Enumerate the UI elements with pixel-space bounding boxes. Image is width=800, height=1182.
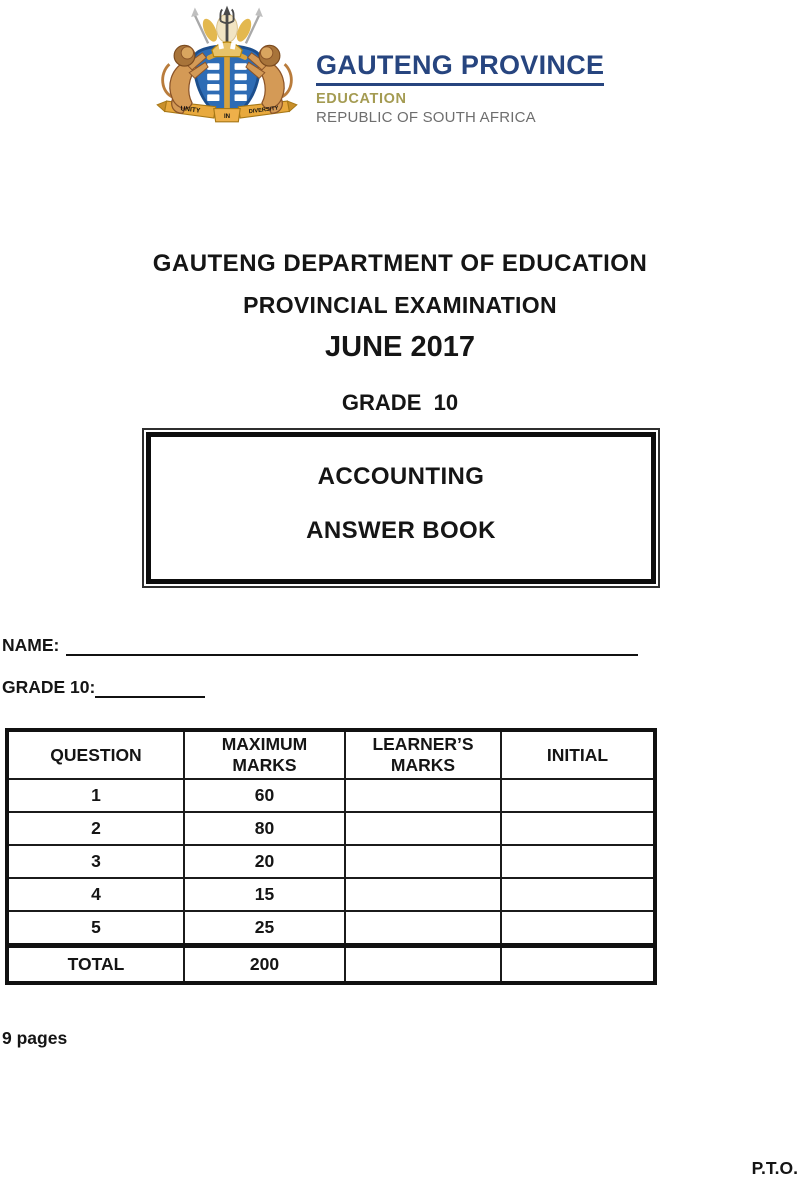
question-cell: 5 [7,911,184,946]
initial-cell [501,878,655,911]
subject-subtitle: ANSWER BOOK [306,517,496,544]
logo-country-name: REPUBLIC OF SOUTH AFRICA [316,108,536,126]
max-marks-cell: 80 [184,812,345,845]
logo-department-name: EDUCATION [316,90,407,107]
marks-table [5,728,657,985]
table-row [7,911,655,946]
learner-marks-cell [345,812,501,845]
header-learners-marks: LEARNER’S MARKS [345,730,501,779]
pto-note: P.T.O. [751,1158,798,1178]
grade-fill-line [95,674,205,698]
motto-left: UNITY [180,105,201,115]
name-fill-line [66,632,638,656]
total-learner-cell [345,946,501,984]
header-maximum-marks: MAXIMUM MARKS [184,730,345,779]
grade-field-row [2,674,205,698]
name-field-row [2,632,638,656]
initial-cell [501,845,655,878]
motto-center: IN [223,113,231,121]
learner-marks-cell [345,779,501,812]
learner-marks-cell [345,845,501,878]
table-row [7,878,655,911]
gauteng-coat-of-arms-icon [142,3,312,132]
gauteng-province-logo [142,3,604,132]
total-label-cell: TOTAL [7,946,184,984]
max-marks-cell: 25 [184,911,345,946]
max-marks-cell: 20 [184,845,345,878]
initial-cell [501,812,655,845]
motto-right: DIVERSITY [248,105,279,116]
table-row [7,845,655,878]
question-cell: 1 [7,779,184,812]
heading-session: JUNE 2017 [325,331,475,363]
table-total-row [7,946,655,984]
total-max-cell: 200 [184,946,345,984]
logo-text-block [316,51,604,126]
total-initial-cell [501,946,655,984]
question-cell: 3 [7,845,184,878]
name-label: NAME: [2,635,60,655]
initial-cell [501,779,655,812]
learner-marks-cell [345,911,501,946]
grade-label: GRADE 10: [2,677,96,697]
heading-department: GAUTENG DEPARTMENT OF EDUCATION [152,250,648,277]
table-row [7,812,655,845]
subject-box [142,428,660,588]
header-question: QUESTION [7,730,184,779]
max-marks-cell: 60 [184,779,345,812]
question-cell: 2 [7,812,184,845]
page-count-note: 9 pages [2,1028,68,1048]
header-initial: INITIAL [501,730,655,779]
logo-province-name: GAUTENG PROVINCE [316,51,604,86]
learner-marks-cell [345,878,501,911]
subject-box-inner [146,432,656,584]
subject-title: ACCOUNTING [317,463,485,490]
question-cell: 4 [7,878,184,911]
table-header-row [7,730,655,779]
table-row [7,779,655,812]
initial-cell [501,911,655,946]
heading-grade: GRADE 10 [341,390,459,415]
heading-examination: PROVINCIAL EXAMINATION [243,292,557,318]
max-marks-cell: 15 [184,878,345,911]
